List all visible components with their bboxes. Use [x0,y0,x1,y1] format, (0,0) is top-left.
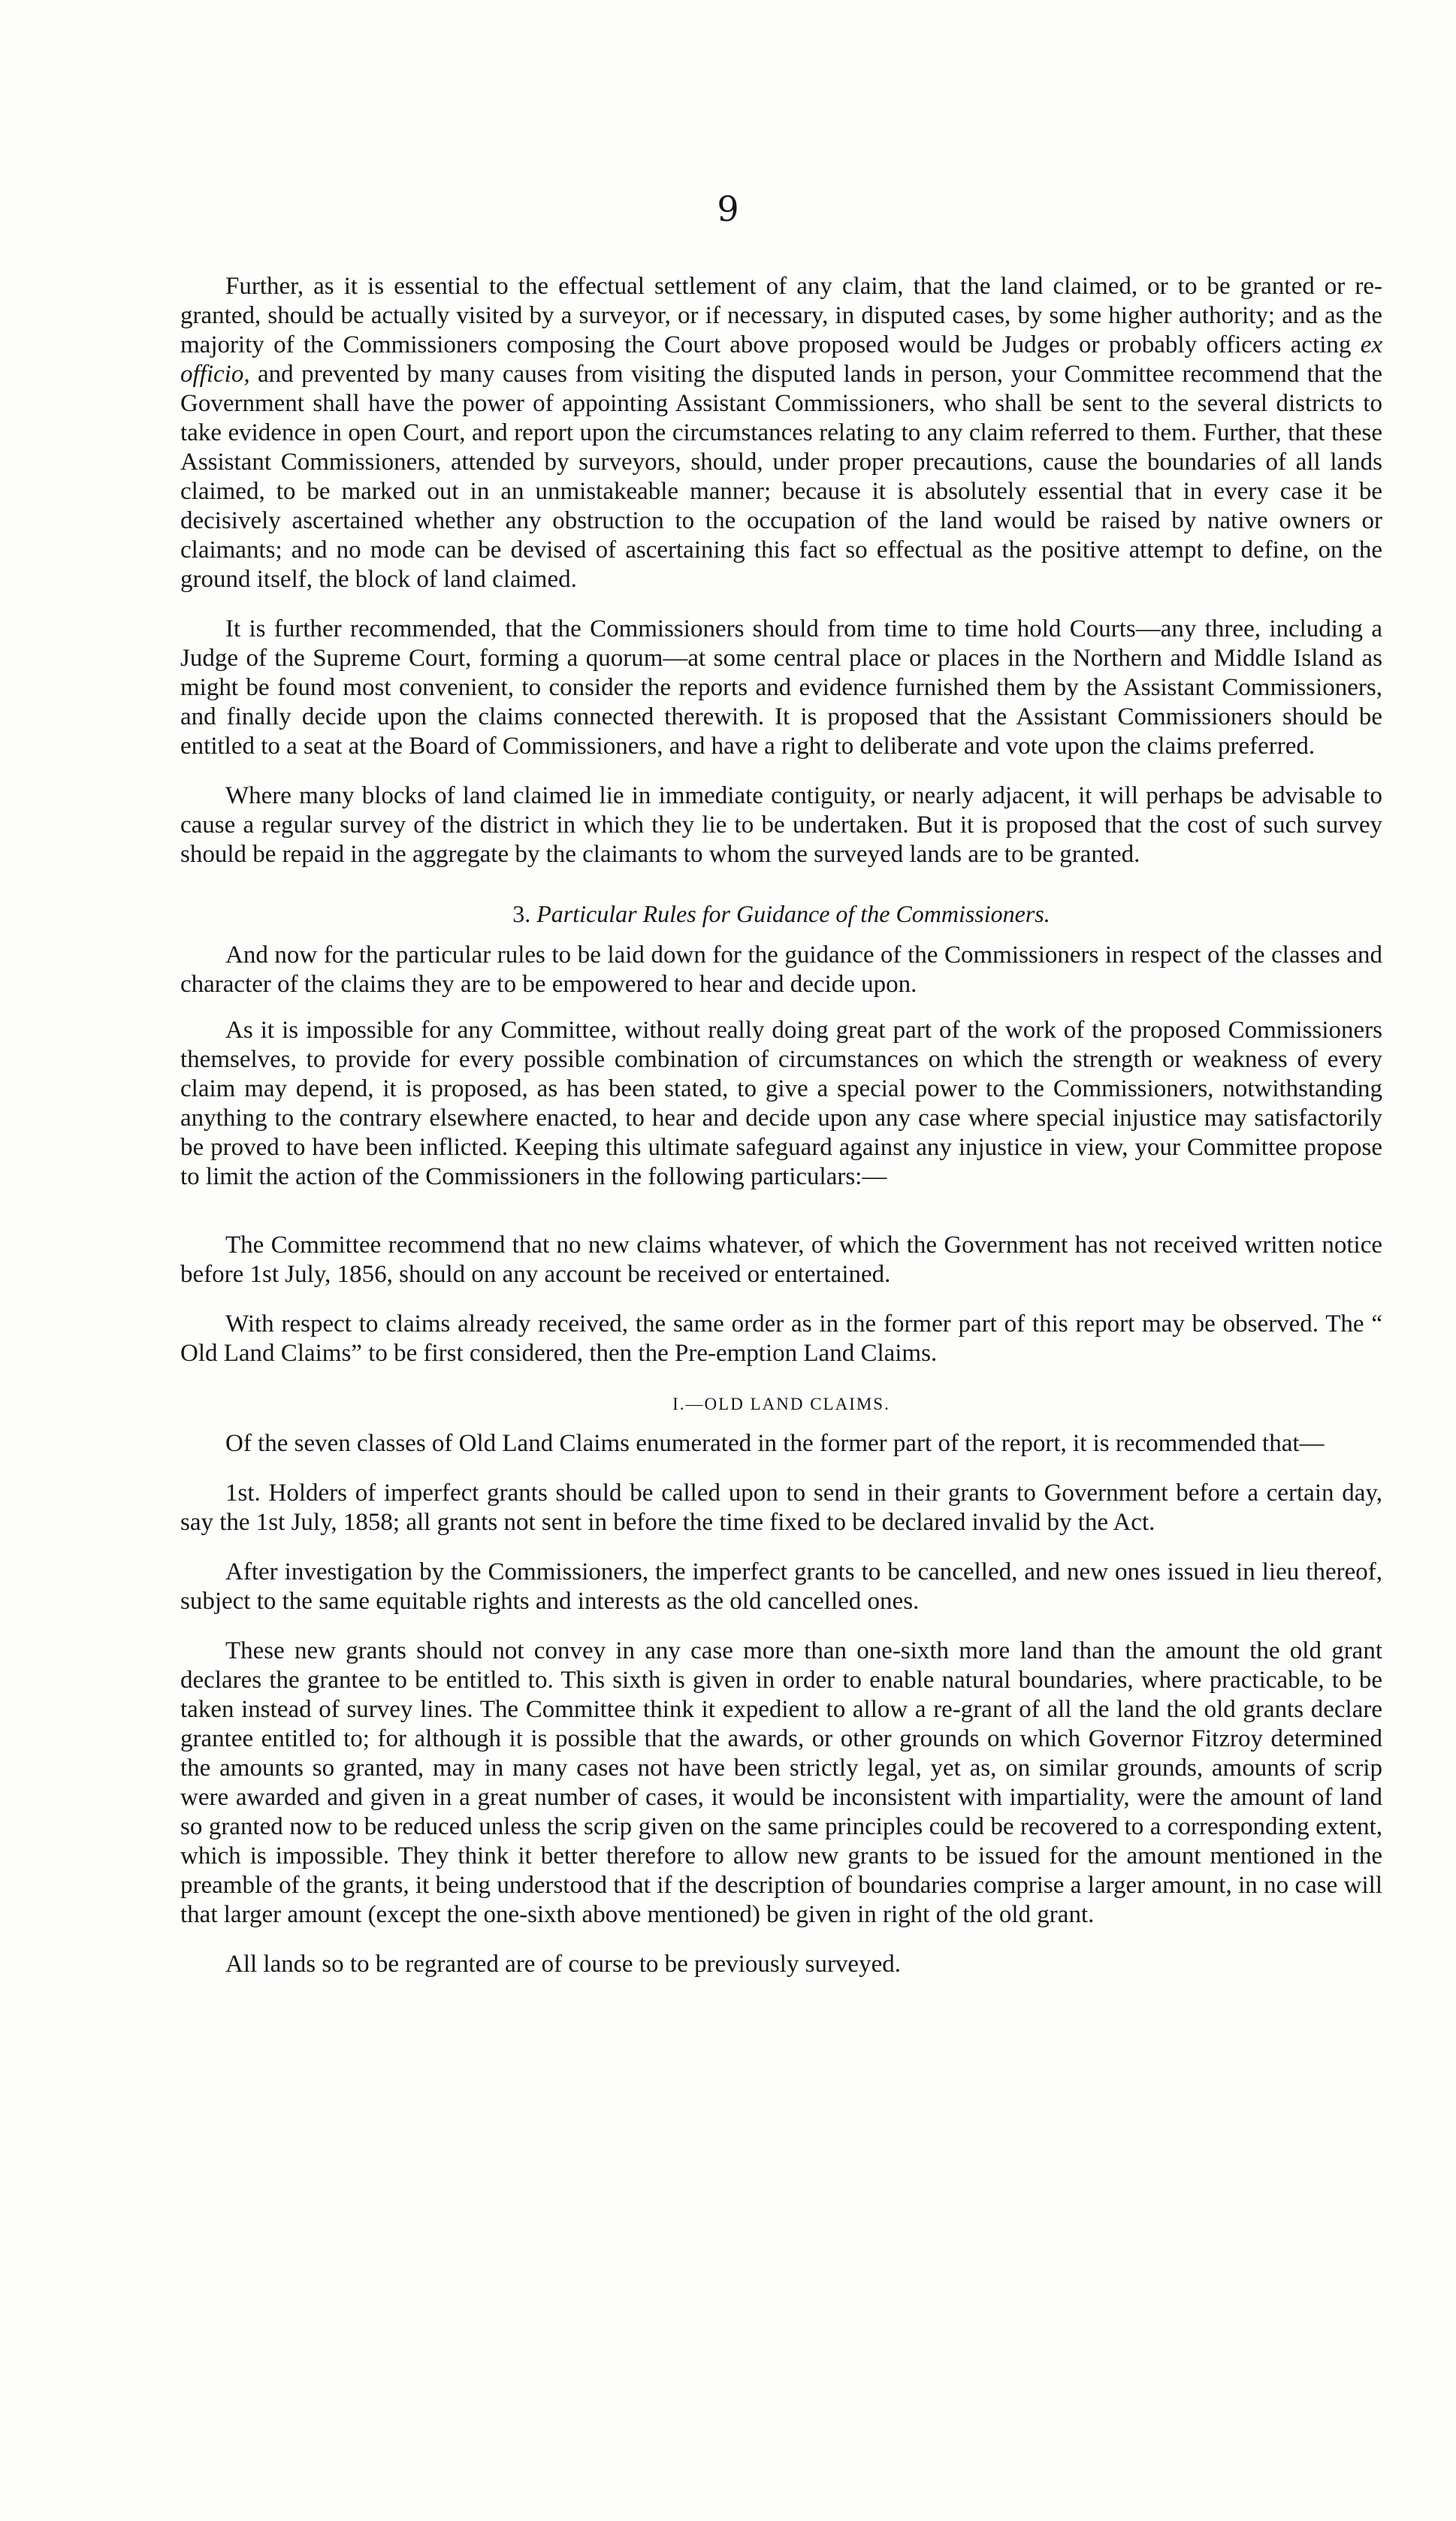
paragraph-claims-order: With respect to claims already received, the same order as in the former part of this report may be observed. The “ Old Land Claims” to be first considered, then the Pre-emption Land Claims. [180,1310,1382,1367]
paragraph-regular-survey: Where many blocks of land claimed lie in immediate contiguity, or nearly adjacent, it will perhaps be advisable to cause a regular survey of the district in which they lie to be undertaken. But it is proposed that the cost of such survey should be repaid in the aggregate by the claimants to whom the surveyed lands are to be granted. [180,782,1382,868]
paragraph-first-rule: 1st. Holders of imperfect grants should be called upon to send in their grants to Government before a certain day, say the 1st July, 1858; all grants not sent in before the time fixed to be declared invalid by the Act. [180,1480,1382,1536]
paragraph-regranted-surveyed: All lands so to be regranted are of course to be previously surveyed. [225,1951,901,1978]
paragraph-particular-rules-intro: And now for the particular rules to be laid down for the guidance of the Commissioners in respect of the classes and character of the claims they are to be empowered to hear and decide upon. [180,942,1382,998]
section-number: 3. [512,900,531,927]
italic-phrase: ex officio, [180,331,1383,388]
paragraph-text-continued: and prevented by many causes from visiting the disputed lands in person, your Committee recommend that the Government shall have the power of appointing Assistant Commissioners, who shall be sent to the several districts to take evidence in open Court, and report upon the circumstances relating to any claim referred to them. Further, that these Assistant Commissioners, attended by surveyors, should, under proper precautions, cause the boundaries of all lands claimed, to be marked out in an unmistakeable manner; because it is absolutely essential that in every case it be decisively ascertained whether any obstruction to the occupation of the land would be raised by native owners or claimants; and no mode can be devised of ascertaining this fact so effectual as the positive attempt to define, on the ground itself, the block of land claimed. [180,361,1383,593]
document-body [180,272,1382,2000]
section-heading-particular-rules [180,899,1382,929]
paragraph-no-new-claims: The Committee recommend that no new claims whatever, of which the Government has not received written notice before 1st July, 1856, should on any account be received or entertained. [180,1232,1382,1288]
paragraph-assistant-commissioners [180,272,1382,594]
paragraph-courts-quorum: It is further recommended, that the Commissioners should from time to time hold Courts—any three, including a Judge of the Supreme Court, forming a quorum—at some central place or places in the Northern and Middle Island as might be found most convenient, to consider the reports and evidence furnished them by the Assistant Commissioners, and finally decide upon the claims connected therewith. It is proposed that the Assistant Commissioners should be entitled to a seat at the Board of Commissioners, and have a right to deliberate and vote upon the claims preferred. [180,615,1382,760]
paragraph-text: Further, as it is essential to the effectual settlement of any claim, that the land claimed, or to be granted or re-granted, should be actually visited by a surveyor, or if necessary, in disputed cases, by some higher authority; and as the majority of the Commissioners composing the Court above proposed would be Judges or probably officers acting [180,273,1382,358]
section-title: Particular Rules for Guidance of the Commissioners. [536,900,1050,927]
page-number: 9 [717,189,739,229]
paragraph-new-grants-sixth: These new grants should not convey in any case more than one-sixth more land than the amount the old grant declares the grantee to be entitled to. This sixth is given in order to enable natural boundaries, where practicable, to be taken instead of survey lines. The Committee think it expedient to allow a re-grant of all the land the old grants declare grantee entitled to; for although it is possible that the awards, or other grounds on which Governor Fitzroy determined the amounts so granted, may in many cases not have been strictly legal, yet as, on similar grounds, amounts of scrip were awarded and given in a great number of cases, it would be inconsistent with impartiality, were the amount of land so granted now to be reduced unless the scrip given on the same principles could be recovered to a corresponding extent, which is impossible. They think it better therefore to allow new grants to be issued for the amount mentioned in the preamble of the grants, it being understood that if the description of boundaries comprise a larger amount, in no case will that larger amount (except the one-sixth above mentioned) be given in right of the old grant. [180,1637,1382,1928]
paragraph-cancelled-grants: After investigation by the Commissioners, the imperfect grants to be cancelled, and new ones issued in lieu thereof, subject to the same equitable rights and interests as the old cancelled ones. [180,1558,1382,1615]
paragraph-seven-classes: Of the seven classes of Old Land Claims enumerated in the former part of the report, it is recommended that— [225,1430,1325,1457]
subheading-old-land-claims: I.—OLD LAND CLAIMS. [672,1395,890,1413]
paragraph-special-power: As it is impossible for any Committee, without really doing great part of the work of the proposed Commissioners themselves, to provide for every possible combination of circumstances on which the strength or weakness of every claim may depend, it is proposed, as has been stated, to give a special power to the Commissioners, notwithstanding anything to the contrary elsewhere enacted, to hear and decide upon any case where special injustice may satisfactorily be proved to have been inflicted. Keeping this ultimate safeguard against any injustice in view, your Committee propose to limit the action of the Commissioners in the following particulars:— [180,1017,1382,1190]
